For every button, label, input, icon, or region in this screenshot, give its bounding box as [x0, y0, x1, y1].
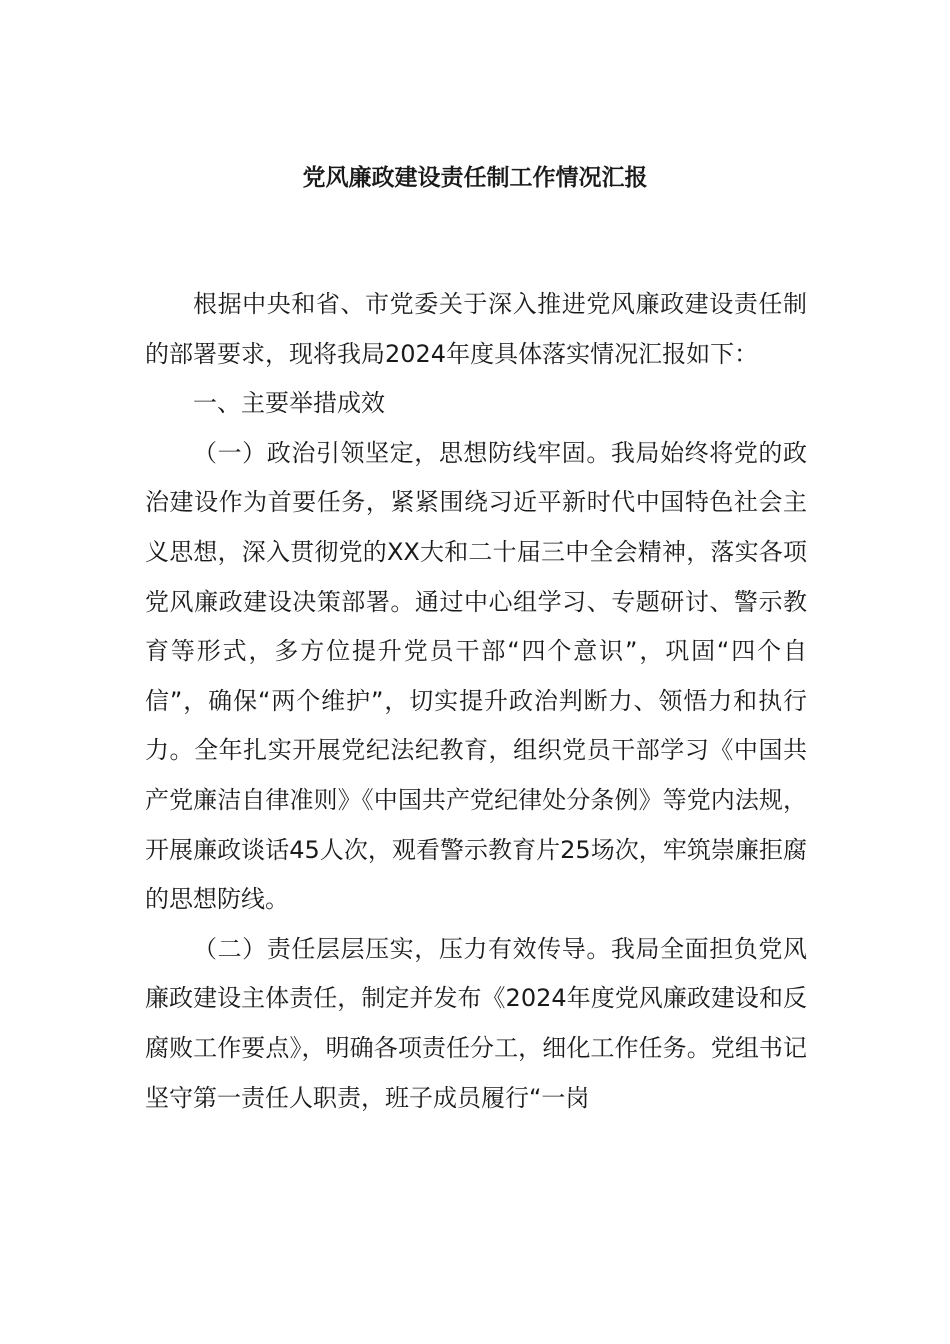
document-title: 党风廉政建设责任制工作情况汇报 — [302, 165, 648, 191]
document-body — [145, 280, 807, 1123]
intro-paragraph: 根据中央和省、市党委关于深入推进党风廉政建设责任制的部署要求，现将我局2024年度具体落实情况汇报如下： — [145, 290, 807, 368]
section-heading-1: 一、主要举措成效 — [193, 389, 385, 418]
paragraph-responsibility: （二）责任层层压实，压力有效传导。我局全面担负党风廉政建设主体责任，制定并发布《2024年度党风廉政建设和反腐败工作要点》，明确各项责任分工，细化工作任务。党组书记坚守第一责任人职责，班子成员履行“一岗 — [145, 934, 807, 1112]
paragraph-political-guidance: （一）政治引领坚定，思想防线牢固。我局始终将党的政治建设作为首要任务，紧紧围绕习近平新时代中国特色社会主义思想，深入贯彻党的XX大和二十届三中全会精神，落实各项党风廉政建设决策部署。通过中心组学习、专题研讨、警示教育等形式，多方位提升党员干部“四个意识”，巩固“四个自信”，确保“两个维护”，切实提升政治判断力、领悟力和执行力。全年扎实开展党纪法纪教育，组织党员干部学习《中国共产党廉洁自律准则》《中国共产党纪律处分条例》等党内法规，开展廉政谈话45人次，观看警示教育片25场次，牢筑崇廉拒腐的思想防线。 — [145, 438, 807, 914]
